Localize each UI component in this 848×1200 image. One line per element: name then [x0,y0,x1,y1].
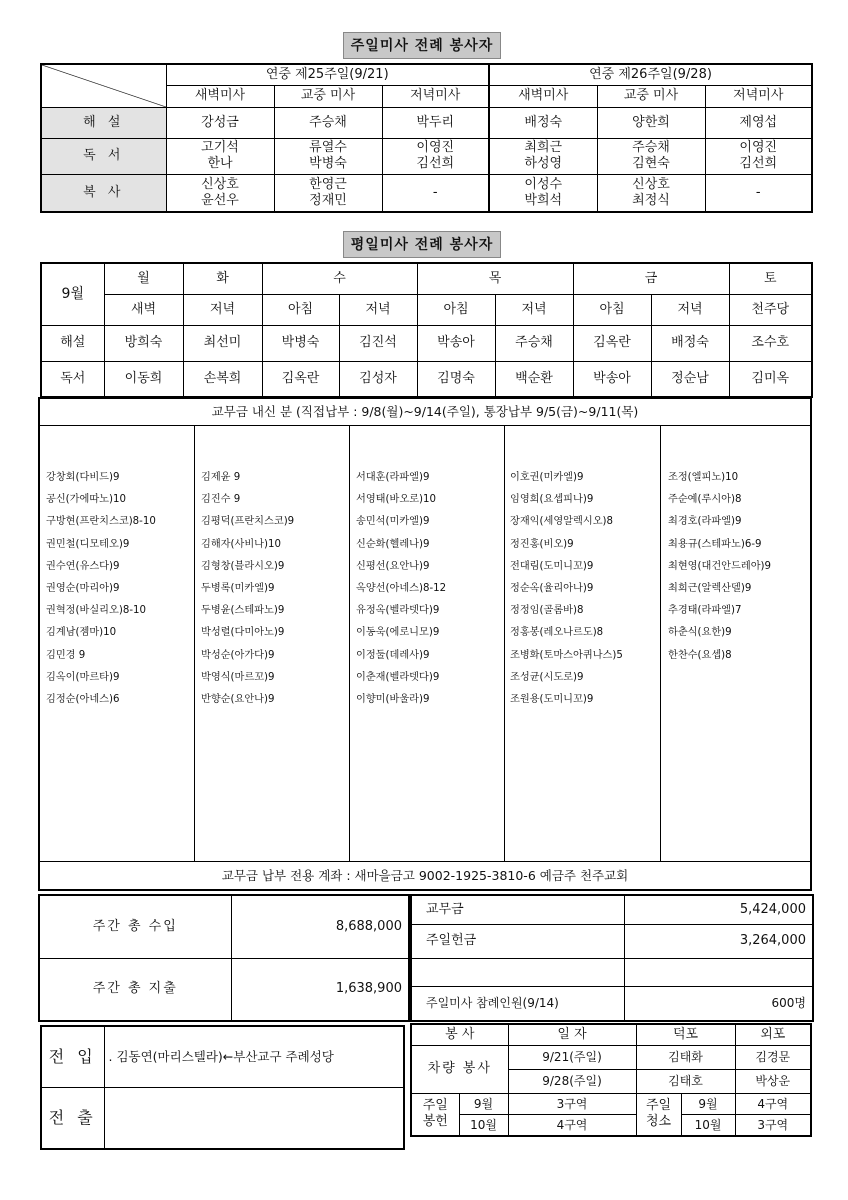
server-cell: 강성금 [166,107,274,138]
donor-item: 하춘식(요한)9 [668,627,732,639]
clean-month: 10월 [681,1114,735,1136]
donor-item: 박성렬(다미아노)9 [201,627,285,639]
vehicle-date: 9/28(주일) [508,1069,636,1093]
server-cell: 주승채 김현숙 [597,138,705,174]
donor-item: 김해자(사비나)10 [201,538,281,550]
day-header: 토 [729,263,812,294]
donor-item: 조원용(도미니꼬)9 [510,694,594,706]
mass-header: 새벽미사 [166,85,274,107]
donor-item: 서영태(바오로)10 [356,494,436,506]
donor-item: 구방현(프란치스코)8-10 [46,516,156,528]
day-header: 월 [104,263,183,294]
donor-column-4 [510,467,623,711]
server-cell: 방희숙 [104,325,183,361]
tithe-label: 교무금 [411,895,624,924]
time-header: 아침 [262,294,339,325]
bongheon-month: 9월 [459,1093,508,1114]
income-label: 주간 총 수입 [39,895,231,958]
donor-item: 최경호(라파엘)9 [668,516,742,528]
donation-header: 교무금 내신 분 (직접납부 : 9/8(월)~9/14(주일), 통장납부 9/5(금)~9/11(목) [40,399,810,426]
server-cell: 박두리 [382,107,489,138]
server-cell: 최희근 하성영 [489,138,597,174]
server-cell: 김성자 [339,361,417,397]
donor-item: 이정둘(데레사)9 [356,649,430,661]
mass-header: 교중 미사 [597,85,705,107]
bongheon-label: 주일 봉헌 [411,1093,459,1136]
attendance-value: 600명 [624,986,813,1021]
clean-area: 4구역 [735,1093,811,1114]
weekday-title: 평일미사 전례 봉사자 [343,231,501,258]
donor-item: 송민석(미카엘)9 [356,516,430,528]
donor-item: 김민경 9 [46,649,86,661]
donor-item: 정진홍(비오)9 [510,538,574,550]
donor-item: 최용규(스테파노)6-9 [668,538,762,550]
donor-item: 김계남(젬마)10 [46,627,117,639]
donor-item: 서대훈(라파엘)9 [356,472,430,483]
server-cell: 박송아 [417,325,495,361]
vehicle-oepo: 박상운 [735,1069,811,1093]
donor-item: 김평덕(프란치스코)9 [201,516,295,528]
server-cell: 한영근 정재민 [274,174,382,212]
vehicle-date: 9/21(주일) [508,1045,636,1069]
time-header: 저녁 [651,294,729,325]
donor-column-3 [356,467,446,711]
server-cell: 최선미 [183,325,262,361]
row-label-reading: 독서 [41,361,104,397]
server-cell: 박병숙 [262,325,339,361]
deokpo-head: 덕포 [636,1024,735,1045]
empty-cell [624,958,813,986]
donor-item: 추경태(라파엘)7 [668,605,742,617]
month-cell: 9월 [41,263,104,325]
transfer-out-value [104,1087,404,1149]
server-cell: 배정숙 [489,107,597,138]
donor-item: 이향미(바울라)9 [356,694,430,706]
donor-item: 옥양선(아네스)8-12 [356,583,447,595]
transfer-table [40,1025,405,1150]
mass-header: 저녁미사 [705,85,812,107]
service-head: 봉 사 [411,1024,508,1045]
mass-header: 새벽미사 [489,85,597,107]
tithe-value: 5,424,000 [624,895,813,924]
donor-item: 김제윤 9 [201,472,241,483]
day-header: 금 [573,263,729,294]
donor-item: 최희근(알렉산델)9 [668,583,752,595]
day-header: 수 [262,263,417,294]
donor-item: 강창회(다비드)9 [46,472,120,483]
sunday-table [40,63,813,213]
donor-item: 한찬수(요셉)8 [668,649,732,661]
server-cell: 박송아 [573,361,651,397]
donor-item: 유정옥(벨라뎃다)9 [356,605,440,617]
income-value: 8,688,000 [231,895,409,958]
donor-item: 신순화(헬레나)9 [356,538,430,550]
bongheon-area: 3구역 [508,1093,636,1114]
server-cell: 이성수 박희석 [489,174,597,212]
server-cell: 조수호 [729,325,812,361]
donor-item: 정홍봉(레오나르도)8 [510,627,604,639]
offering-label: 주일헌금 [411,924,624,958]
server-cell: - [382,174,489,212]
time-header: 아침 [417,294,495,325]
donor-item: 권수연(유스다)9 [46,560,120,572]
server-cell: 김미옥 [729,361,812,397]
donor-item: 조정(엘피노)10 [668,472,739,483]
week-header-1: 연중 제25주일(9/21) [166,64,489,85]
donor-item: 김진수 9 [201,494,241,506]
donor-column-5 [668,467,771,667]
server-cell: 이영진 김선희 [705,138,812,174]
empty-cell [411,958,624,986]
expense-value: 1,638,900 [231,958,409,1021]
donor-item: 권영순(마리아)9 [46,583,120,595]
server-cell: 정순남 [651,361,729,397]
bongheon-area: 4구역 [508,1114,636,1136]
time-header: 저녁 [183,294,262,325]
server-cell: 손복희 [183,361,262,397]
transfer-out-label: 전 출 [41,1087,104,1149]
oepo-head: 외포 [735,1024,811,1045]
donor-item: 두병윤(스테파노)9 [201,605,285,617]
vehicle-oepo: 김경문 [735,1045,811,1069]
server-cell: 류열수 박병숙 [274,138,382,174]
mass-header: 교중 미사 [274,85,382,107]
time-header: 아침 [573,294,651,325]
row-label-reading: 독 서 [41,138,166,174]
week-header-2: 연중 제26주일(9/28) [489,64,812,85]
day-header: 목 [417,263,573,294]
clean-label: 주일 청소 [636,1093,681,1136]
donor-item: 김정순(아네스)6 [46,694,120,706]
donor-item: 정순옥(율리아나)9 [510,583,594,595]
date-head: 일 자 [508,1024,636,1045]
donor-column-1 [46,467,156,711]
donor-item: 박성순(아가다)9 [201,649,275,661]
donor-item: 김옥이(마르타)9 [46,671,120,683]
server-cell: 이동희 [104,361,183,397]
donor-item: 이동욱(에로니모)9 [356,627,440,639]
donor-item: 정정임(골롬바)8 [510,605,584,617]
server-cell: 김진석 [339,325,417,361]
server-cell: 고기석 한나 [166,138,274,174]
donor-item: 두병록(미카엘)9 [201,583,275,595]
server-cell: 양한희 [597,107,705,138]
expense-label: 주간 총 지출 [39,958,231,1021]
time-header: 저녁 [339,294,417,325]
server-cell: 제영섭 [705,107,812,138]
server-cell: 신상호 최정식 [597,174,705,212]
vehicle-label: 차량 봉사 [411,1045,508,1093]
weekday-table [40,262,813,398]
donor-item: 임영희(요셉피나)9 [510,494,594,506]
row-label-commentary: 해 설 [41,107,166,138]
donor-item: 반향순(요안나)9 [201,694,275,706]
finance-right [410,894,814,1022]
time-header: 천주당 [729,294,812,325]
donor-item: 권민철(디모테오)9 [46,538,130,550]
bongheon-month: 10월 [459,1114,508,1136]
donor-item: 박영식(마르꼬)9 [201,671,275,683]
day-header: 화 [183,263,262,294]
row-label-commentary: 해설 [41,325,104,361]
server-cell: 김명숙 [417,361,495,397]
vehicle-deokpo: 김태호 [636,1069,735,1093]
corner-cell [41,64,166,107]
donor-item: 최현영(대건안드레아)9 [668,560,771,572]
time-header: 저녁 [495,294,573,325]
clean-area: 3구역 [735,1114,811,1136]
clean-month: 9월 [681,1093,735,1114]
server-cell: 김옥란 [573,325,651,361]
offering-value: 3,264,000 [624,924,813,958]
donor-item: 장재익(세영알렉시오)8 [510,516,613,528]
server-cell: 배정숙 [651,325,729,361]
attendance-label: 주일미사 참례인원(9/14) [411,986,624,1021]
server-cell: - [705,174,812,212]
donor-item: 이춘재(벨라뎃다)9 [356,671,440,683]
donor-column-2 [201,467,294,711]
transfer-in-label: 전 입 [41,1026,104,1087]
service-table [410,1023,812,1137]
row-label-altar: 복 사 [41,174,166,212]
server-cell: 주승채 [274,107,382,138]
server-cell: 신상호 윤선우 [166,174,274,212]
finance-left [38,894,410,1022]
donor-item: 주순예(루시아)8 [668,494,742,506]
transfer-in-value: . 김동연(마리스텔라)←부산교구 주례성당 [104,1026,404,1087]
server-cell: 이영진 김선희 [382,138,489,174]
mass-header: 저녁미사 [382,85,489,107]
donor-item: 권혁정(바실리오)8-10 [46,605,146,617]
sunday-title: 주일미사 전례 봉사자 [343,32,501,59]
donor-item: 공신(가에따노)10 [46,494,126,506]
server-cell: 주승채 [495,325,573,361]
server-cell: 백순환 [495,361,573,397]
account-footer: 교무금 납부 전용 계좌 : 새마을금고 9002-1925-3810-6 예금주 천주교회 [40,861,810,889]
vehicle-deokpo: 김태화 [636,1045,735,1069]
donor-item: 김형창(블라시오)9 [201,560,285,572]
time-header: 새벽 [104,294,183,325]
donor-item: 이호권(미카엘)9 [510,472,584,483]
donor-item: 조성균(시도로)9 [510,671,584,683]
donor-item: 신평선(요안나)9 [356,560,430,572]
donor-item: 전대림(도미니꼬)9 [510,560,594,572]
server-cell: 김옥란 [262,361,339,397]
donation-box [38,397,812,891]
donor-item: 조병화(토마스아퀴나스)5 [510,649,623,661]
